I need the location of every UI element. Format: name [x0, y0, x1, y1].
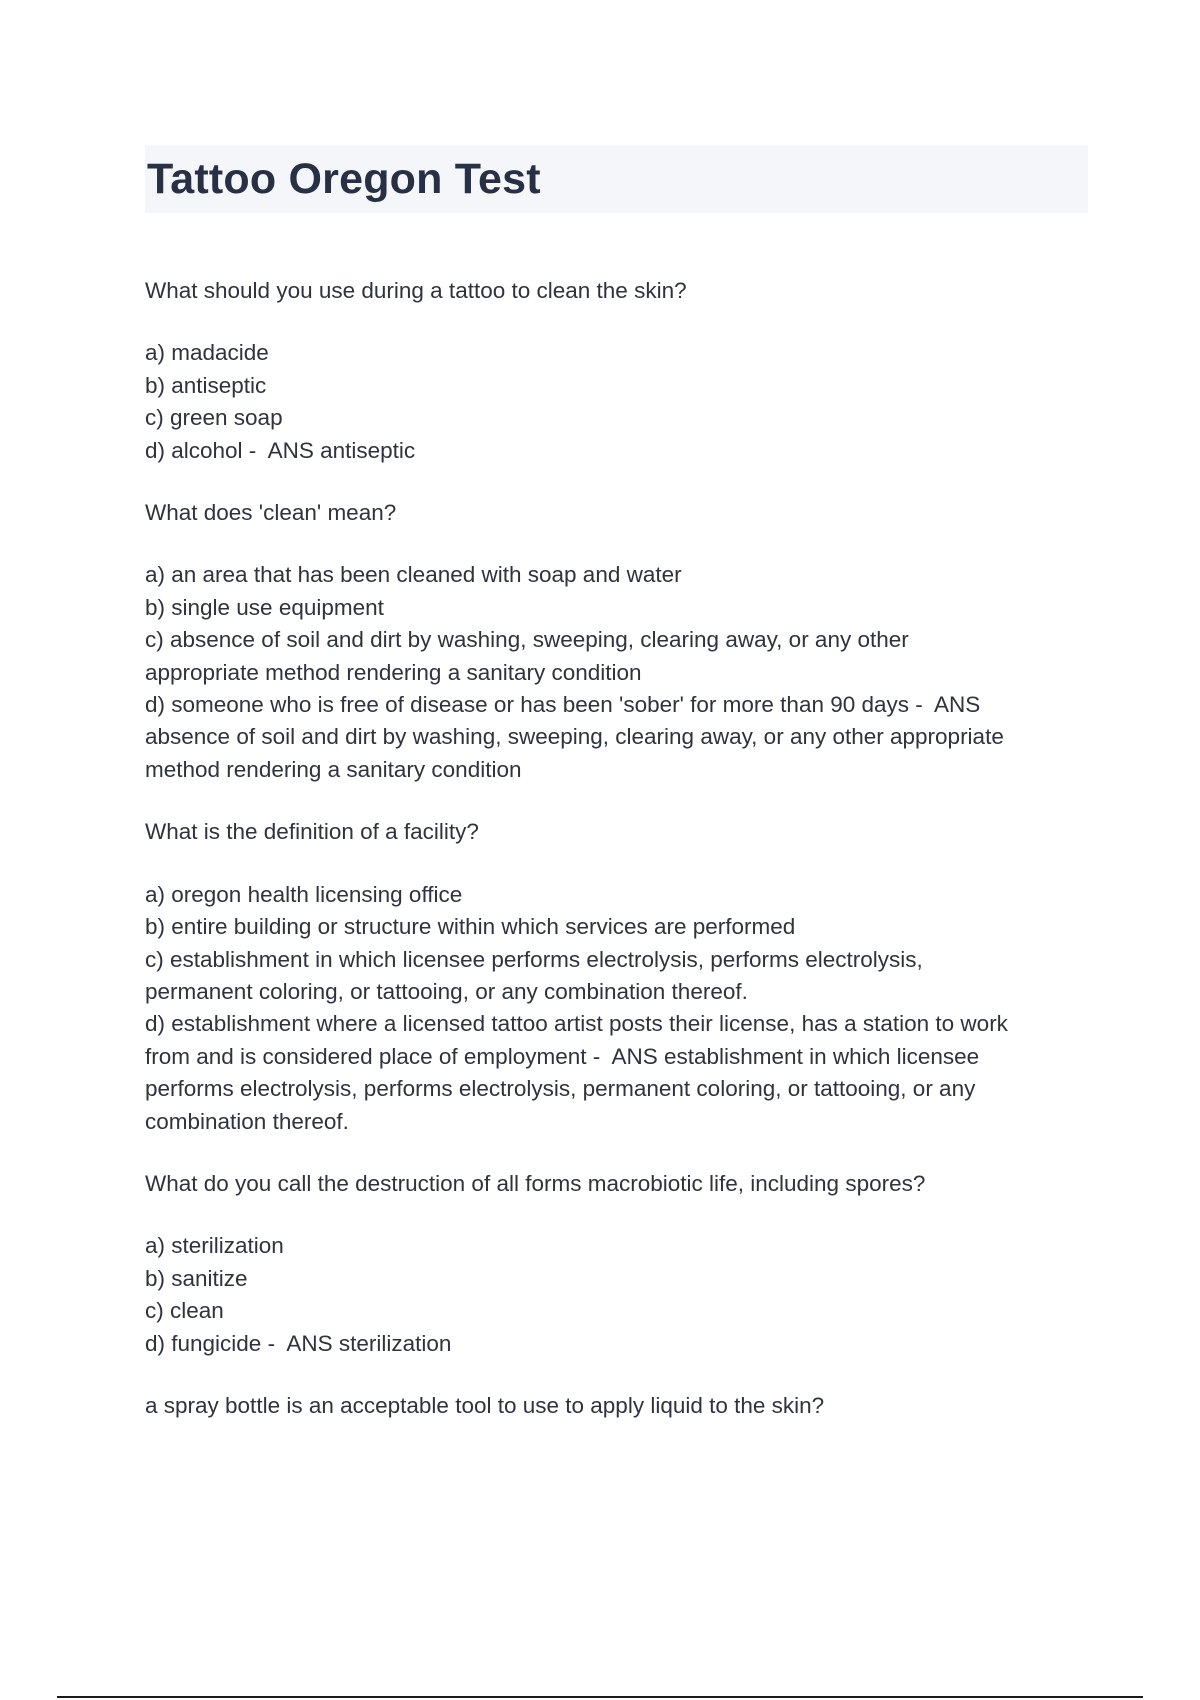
option-line: permanent coloring, or tattooing, or any combination thereof. — [145, 978, 748, 1004]
option-line: c) establishment in which licensee performs electrolysis, performs electrolysis, — [145, 946, 923, 972]
option-line: a) madacide — [145, 340, 269, 366]
option-line: absence of soil and dirt by washing, sweeping, clearing away, or any other appropriate — [145, 724, 1004, 750]
answer-options-2 — [145, 559, 1088, 786]
answer-options-4 — [145, 1230, 1088, 1360]
option-line: b) single use equipment — [145, 594, 384, 620]
option-line: method rendering a sanitary condition — [145, 756, 522, 782]
question-3: What is the definition of a facility? — [145, 819, 479, 845]
option-line: d) fungicide - ANS sterilization — [145, 1330, 452, 1356]
option-line: c) clean — [145, 1298, 224, 1324]
option-line: b) entire building or structure within which services are performed — [145, 914, 796, 940]
option-line: a) sterilization — [145, 1233, 284, 1259]
title-bar — [145, 145, 1088, 213]
option-line: b) sanitize — [145, 1265, 248, 1291]
footer-divider — [57, 1696, 1143, 1698]
page-title: Tattoo Oregon Test — [147, 154, 541, 203]
option-line: c) absence of soil and dirt by washing, sweeping, clearing away, or any other — [145, 627, 909, 653]
question-1: What should you use during a tattoo to clean the skin? — [145, 278, 687, 303]
option-line: d) someone who is free of disease or has been 'sober' for more than 90 days - ANS — [145, 692, 981, 718]
question-5: a spray bottle is an acceptable tool to use to apply liquid to the skin? — [145, 1392, 825, 1418]
option-line: a) oregon health licensing office — [145, 881, 463, 907]
option-line: appropriate method rendering a sanitary condition — [145, 659, 642, 685]
option-line: from and is considered place of employment - ANS establishment in which licensee — [145, 1043, 980, 1069]
option-line: d) establishment where a licensed tattoo artist posts their license, has a station to work — [145, 1011, 1008, 1037]
question-4: What do you call the destruction of all forms macrobiotic life, including spores? — [145, 1170, 926, 1196]
option-line: c) green soap — [145, 405, 283, 431]
option-line: b) antiseptic — [145, 372, 267, 398]
document-page — [145, 145, 1088, 1452]
question-2: What does 'clean' mean? — [145, 500, 397, 526]
option-line: combination thereof. — [145, 1108, 349, 1134]
answer-options-3 — [145, 879, 1088, 1138]
document-content — [145, 275, 1088, 1422]
option-line: performs electrolysis, performs electrolysis, permanent coloring, or tattooing, or any — [145, 1076, 976, 1102]
option-line: a) an area that has been cleaned with soap and water — [145, 562, 682, 588]
answer-options-1 — [145, 337, 1088, 467]
option-line: d) alcohol - ANS antiseptic — [145, 437, 416, 463]
